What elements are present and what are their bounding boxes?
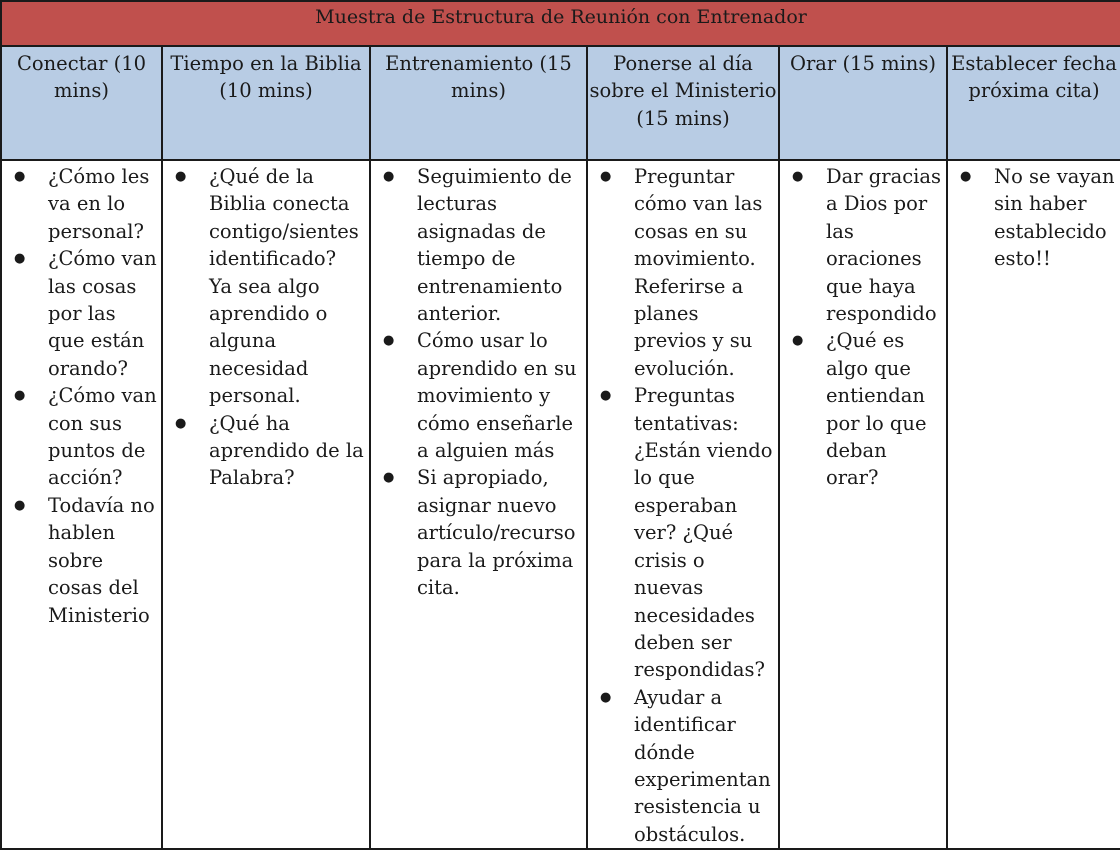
column-header: Establecer fecha próxima cita) xyxy=(947,46,1120,160)
column-header: Ponerse al día sobre el Ministerio (15 mins) xyxy=(587,46,779,160)
bullet-list xyxy=(163,163,369,492)
bullet-list xyxy=(371,163,586,602)
column-header: Tiempo en la Biblia (10 mins) xyxy=(162,46,370,160)
list-item-text: ¿Cómo van las cosas por las que están orando? xyxy=(48,247,157,380)
list-item xyxy=(2,245,161,382)
list-item xyxy=(588,163,778,382)
list-item-text: Ayudar a identificar dónde experimentan resistencia u obstáculos. xyxy=(634,685,771,846)
list-item xyxy=(371,327,586,464)
column-body xyxy=(370,160,587,849)
title-row xyxy=(1,1,1120,46)
table-title: Muestra de Estructura de Reunión con Entrenador xyxy=(1,1,1120,46)
bullet-icon: ● xyxy=(792,333,804,349)
list-item xyxy=(371,163,586,327)
column-body xyxy=(162,160,370,849)
list-item xyxy=(163,410,369,492)
bullet-list xyxy=(780,163,946,492)
bullet-icon: ● xyxy=(960,169,972,184)
list-item xyxy=(371,464,586,601)
list-item-text: Si apropiado, asignar nuevo artículo/recurso para la próxima cita. xyxy=(417,466,576,600)
bullet-icon: ● xyxy=(175,415,187,431)
bullet-icon: ● xyxy=(14,251,26,267)
list-item xyxy=(948,163,1120,273)
list-item-text: ¿Cómo van con sus puntos de acción? xyxy=(48,384,157,490)
bullet-icon: ● xyxy=(14,169,26,184)
column-header: Orar (15 mins) xyxy=(779,46,947,160)
list-item-text: Preguntas tentativas: ¿Están viendo lo que esperaban ver? ¿Qué crisis o nuevas necesidades deben ser respondidas? xyxy=(634,384,773,682)
list-item xyxy=(780,327,946,491)
column-body xyxy=(779,160,947,849)
bullet-icon: ● xyxy=(600,689,612,705)
body-row xyxy=(1,160,1120,849)
bullet-icon: ● xyxy=(383,470,395,486)
list-item xyxy=(2,492,161,629)
list-item-text: Cómo usar lo aprendido en su movimiento y cómo enseñarle a alguien más xyxy=(417,329,577,463)
bullet-icon: ● xyxy=(600,169,612,184)
list-item xyxy=(2,382,161,492)
column-header: Entrenamiento (15 mins) xyxy=(370,46,587,160)
column-body xyxy=(947,160,1120,849)
list-item xyxy=(2,163,161,245)
list-item-text: ¿Qué es algo que entiendan por lo que deban orar? xyxy=(826,329,927,490)
bullet-icon: ● xyxy=(14,388,26,404)
bullet-icon: ● xyxy=(14,497,26,513)
bullet-list xyxy=(948,163,1120,273)
list-item xyxy=(780,163,946,327)
list-item-text: Todavía no hablen sobre cosas del Ministerio xyxy=(48,493,155,627)
list-item-text: Seguimiento de lecturas asignadas de tiempo de entrenamiento anterior. xyxy=(417,165,572,326)
bullet-icon: ● xyxy=(383,333,395,349)
list-item-text: ¿Cómo les va en lo personal? xyxy=(48,165,150,243)
bullet-icon: ● xyxy=(600,388,612,404)
list-item-text: ¿Qué ha aprendido de la Palabra? xyxy=(209,411,364,490)
list-item xyxy=(588,684,778,848)
list-item-text: Preguntar cómo van las cosas en su movimiento. Referirse a planes previos y su evolución. xyxy=(634,165,763,380)
bullet-list xyxy=(2,163,161,629)
list-item-text: Dar gracias a Dios por las oraciones que haya respondido xyxy=(826,165,942,326)
column-header: Conectar (10 mins) xyxy=(1,46,162,160)
list-item-text: No se vayan sin haber establecido esto!! xyxy=(994,165,1115,271)
bullet-icon: ● xyxy=(175,169,187,184)
column-body xyxy=(1,160,162,849)
column-body xyxy=(587,160,779,849)
bullet-icon: ● xyxy=(383,169,395,184)
bullet-icon: ● xyxy=(792,169,804,184)
bullet-list xyxy=(588,163,778,848)
list-item xyxy=(163,163,369,410)
list-item xyxy=(588,382,778,683)
header-row xyxy=(1,46,1120,160)
list-item-text: ¿Qué de la Biblia conecta contigo/sientes identificado? Ya sea algo aprendido o alguna necesidad personal. xyxy=(209,165,359,408)
